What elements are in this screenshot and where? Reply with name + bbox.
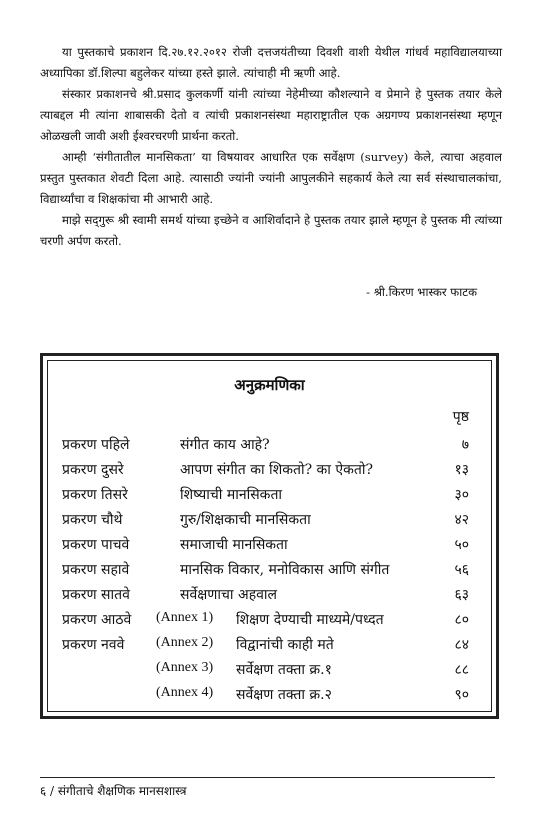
toc-page-number: १३	[454, 462, 469, 478]
toc-page-number: ३०	[454, 487, 469, 503]
toc-title-entry: संगीत काय आहे?	[180, 437, 270, 453]
toc-title-entry: सर्वेक्षण तक्ता क्र.२	[236, 687, 332, 703]
toc-page-number: ८८	[454, 662, 469, 678]
toc-title-entry: शिक्षण देण्याची माध्यमे/पध्दत	[236, 612, 384, 628]
toc-chapter: प्रकरण सातवे	[62, 587, 130, 603]
toc-title: अनुक्रमणिका	[234, 376, 305, 394]
toc-title-entry: समाजाची मानसिकता	[180, 537, 288, 553]
toc-page-number: ५०	[454, 537, 469, 553]
toc-title-entry: आपण संगीत का शिकतो? का ऐकतो?	[180, 462, 373, 478]
toc-row	[62, 635, 477, 659]
footer-divider	[40, 777, 495, 778]
toc-chapter: प्रकरण चौथे	[62, 512, 123, 528]
toc-chapter: प्रकरण आठवे	[62, 612, 132, 628]
toc-chapter: प्रकरण सहावे	[62, 562, 130, 578]
toc-page-column-header: पृष्ठ	[452, 409, 469, 425]
toc-title-entry: सर्वेक्षणाचा अहवाल	[180, 587, 278, 603]
toc-page-number: ८०	[454, 612, 469, 628]
toc-row	[62, 485, 477, 509]
toc-row	[62, 585, 477, 609]
toc-row	[62, 535, 477, 559]
toc-page-number: ७	[461, 437, 469, 453]
toc-page-number: ४२	[454, 512, 469, 528]
toc-row	[62, 610, 477, 634]
page-footer: ६ / संगीताचे शैक्षणिक मानसशास्त्र	[40, 784, 187, 798]
author-signature: - श्री.किरण भास्कर फाटक	[366, 285, 477, 299]
toc-title-entry: मानसिक विकार, मनोविकास आणि संगीत	[180, 562, 390, 578]
toc-chapter: प्रकरण पहिले	[62, 437, 130, 453]
toc-title-entry: विद्वानांची काही मते	[236, 637, 334, 653]
toc-annex-label: (Annex 3)	[156, 660, 214, 675]
toc-title-entry: सर्वेक्षण तक्ता क्र.१	[236, 662, 332, 678]
preface-text	[40, 42, 502, 252]
preface-paragraph: या पुस्तकाचे प्रकाशन दि.२७.१२.२०१२ रोजी दत्तजयंतीच्या दिवशी वाशी येथील गांधर्व महाविद्यालयाच्या अध्यापिका डॉ.शिल्पा बहुलेकर यांच्या हस्ते झाले. त्यांचाही मी ऋणी आहे.	[40, 45, 502, 80]
toc-chapter: प्रकरण तिसरे	[62, 487, 128, 503]
toc-page-number: ९०	[454, 687, 469, 703]
preface-paragraph: संस्कार प्रकाशनचे श्री.प्रसाद कुलकर्णी यांनी त्यांच्या नेहेमीच्या कौशल्याने व प्रेमाने हे पुस्तक तयार केले त्याबद्दल मी त्यांना शाबासकी देतो व त्यांची प्रकाशनसंस्था महाराष्ट्रातील एक अग्रगण्य प्रकाशनसंस्था म्हणून ओळखली जावी अशी ईश्वरचरणी प्रार्थना करतो.	[40, 87, 502, 143]
toc-chapter: प्रकरण नववे	[62, 637, 125, 653]
toc-chapter: प्रकरण पाचवे	[62, 537, 130, 553]
preface-paragraph: माझे सद्‌गुरू श्री स्वामी समर्थ यांच्या इच्छेने व आशिर्वादाने हे पुस्तक तयार झाले म्हणून हे पुस्तक मी त्यांच्या चरणी अर्पण करतो.	[40, 213, 502, 248]
toc-annex-label: (Annex 2)	[156, 635, 214, 650]
toc-page-number: ८४	[454, 637, 469, 653]
toc-row	[62, 435, 477, 459]
toc-row	[62, 460, 477, 484]
toc-row	[62, 560, 477, 584]
toc-title-entry: शिष्याची मानसिकता	[180, 487, 283, 503]
toc-title-entry: गुरु/शिक्षकाची मानसिकता	[180, 512, 311, 528]
preface-paragraph: आम्ही ‘संगीतातील मानसिकता’ या विषयावर आधारित एक सर्वेक्षण (survey) केले, त्याचा अहवाल प्रस्तुत पुस्तकात शेवटी दिला आहे. त्यासाठी ज्यांनी ज्यांनी आपुलकीने सहकार्य केले त्या सर्व संस्थाचालकांचा, विद्यार्थ्यांचा व शिक्षकांचा मी आभारी आहे.	[40, 150, 502, 206]
table-of-contents-inner-border	[47, 360, 492, 712]
toc-page-number: ५६	[454, 562, 469, 578]
toc-row	[62, 510, 477, 534]
toc-row	[62, 660, 477, 684]
toc-annex-label: (Annex 1)	[156, 610, 214, 625]
toc-page-number: ६३	[454, 587, 469, 603]
toc-row	[62, 685, 477, 709]
toc-annex-label: (Annex 4)	[156, 685, 214, 700]
toc-chapter: प्रकरण दुसरे	[62, 462, 124, 478]
table-of-contents-box	[40, 353, 499, 719]
